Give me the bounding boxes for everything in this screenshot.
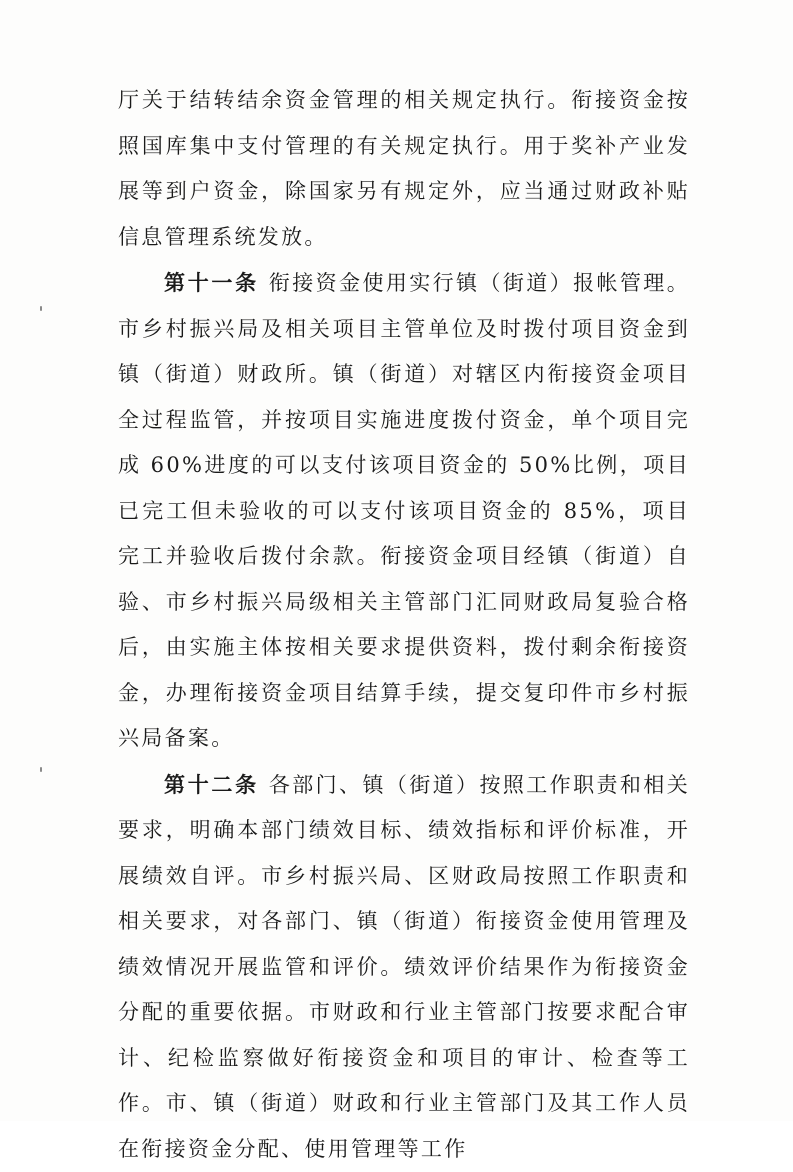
document-body xyxy=(118,78,690,1172)
article-number: 第十一条 xyxy=(164,270,259,295)
paragraph-article-11 xyxy=(118,260,690,762)
article-number: 第十二条 xyxy=(164,772,259,797)
scan-speck xyxy=(40,306,42,311)
paragraph-article-12 xyxy=(118,762,690,1172)
scan-speck xyxy=(40,767,42,772)
paragraph-text: 衔接资金使用实行镇（街道）报帐管理。市乡村振兴局及相关项目主管单位及时拨付项目资金到镇（街道）财政所。镇（街道）对辖区内衔接资金项目全过程监管，并按项目实施进度拨付资金，单个项目完成 60%进度的可以支付该项目资金的 50%比例，项目已完工但未验收的可以支付该项目资金的 85%，项目完工并验收后拨付余款。衔接资金项目经镇（街道）自验、市乡村振兴局级相关主管部门汇同财政局复验合格后，由实施主体按相关要求提供资料，拨付剩余衔接资金，办理衔接资金项目结算手续，提交复印件市乡村振兴局备案。 xyxy=(118,271,690,750)
paragraph-text: 各部门、镇（街道）按照工作职责和相关要求，明确本部门绩效目标、绩效指标和评价标准，开展绩效自评。市乡村振兴局、区财政局按照工作职责和相关要求，对各部门、镇（街道）衔接资金使用管理及绩效情况开展监管和评价。绩效评价结果作为衔接资金分配的重要依据。市财政和行业主管部门按要求配合审计、纪检监察做好衔接资金和项目的审计、检查等工作。市、镇（街道）财政和行业主管部门及其工作人员在衔接资金分配、使用管理等工作 xyxy=(118,773,690,1161)
paragraph-text: 厅关于结转结余资金管理的相关规定执行。衔接资金按照国库集中支付管理的有关规定执行。用于奖补产业发展等到户资金，除国家另有规定外，应当通过财政补贴信息管理系统发放。 xyxy=(118,88,690,249)
paragraph-continuation xyxy=(118,78,690,260)
